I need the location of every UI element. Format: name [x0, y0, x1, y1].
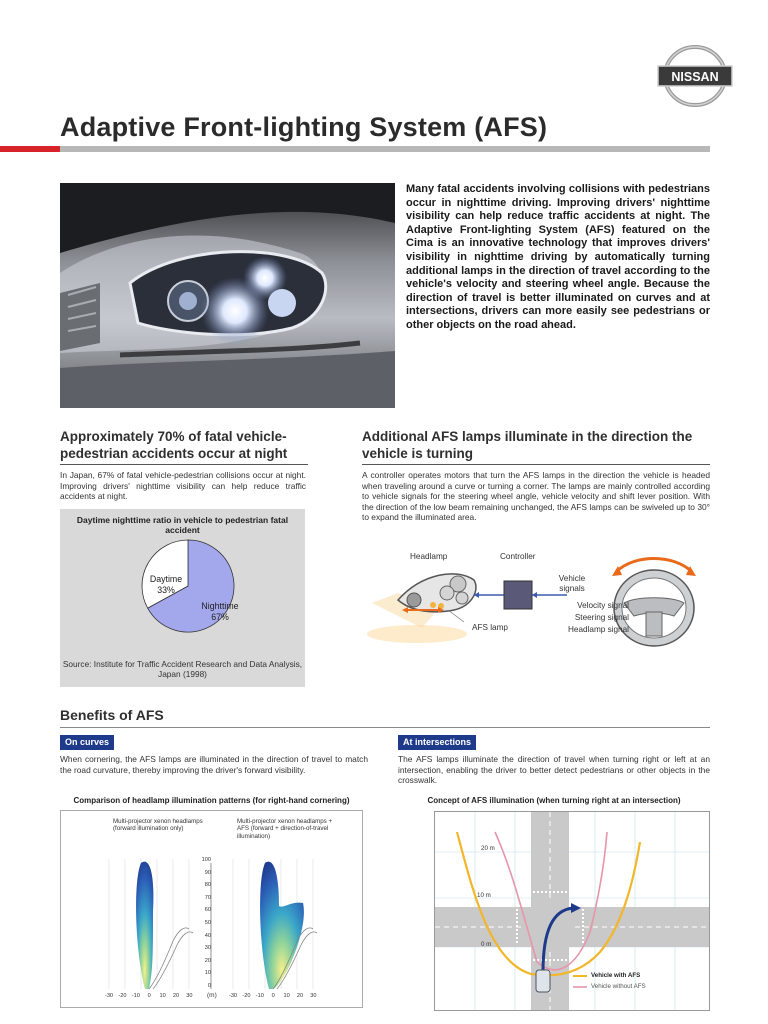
at-intersections-body: The AFS lamps illuminate the direction of travel when turning right or left at an intersection, enabling the driver to better detect pedestrians or other objects in the crosswalk. — [398, 754, 710, 786]
plot-y-tick: 100 — [201, 857, 211, 863]
plot-y-tick: 90 — [204, 869, 211, 876]
plot-x-tick: 10 — [283, 993, 290, 999]
on-curves-badge: On curves — [60, 735, 114, 750]
plot-x-tick: 20 — [172, 993, 180, 999]
diagram-label-headlamp-signal: Headlamp signal — [568, 625, 629, 634]
plot-x-tick: 30 — [186, 993, 193, 999]
plot-x-tick: 0 — [271, 993, 275, 999]
plot-y-tick: 80 — [204, 882, 211, 889]
plot-y-tick: 30 — [204, 945, 211, 952]
left-section-body: In Japan, 67% of fatal vehicle-pedestrian collisions occur at night. Improving drivers' nighttime visibility can help reduce traffic accidents at night. — [60, 470, 306, 502]
plot-y-tick: 70 — [204, 894, 211, 901]
pie-chart-panel — [60, 509, 305, 687]
pie-label-daytime — [146, 574, 186, 595]
diagram-label-steering: Steering signal — [574, 613, 629, 622]
legend-without-afs: Vehicle without AFS — [591, 983, 646, 990]
diagram-label-velocity: Velocity signal — [577, 601, 629, 610]
map-label-0m: 0 m — [481, 941, 492, 948]
plot-x-tick: 20 — [296, 993, 304, 999]
title-rule — [60, 146, 710, 152]
pie-title: Daytime nighttime ratio in vehicle to pedestrian fatal accident — [76, 515, 289, 535]
at-intersections-badge: At intersections — [398, 735, 476, 750]
intersection-graphics — [435, 812, 710, 1011]
plot-y-tick: 40 — [204, 932, 211, 939]
pie-label-daytime-name: Daytime — [149, 574, 183, 584]
right-section-heading: Additional AFS lamps illuminate in the direction the vehicle is turning — [362, 429, 693, 461]
pie-source: Source: Institute for Traffic Accident Research and Data Analysis, Japan (1998) — [62, 659, 303, 680]
pie-label-nighttime-name: Nighttime — [201, 601, 239, 611]
plot-x-tick: 30 — [310, 993, 317, 999]
pie-label-nighttime-value: 67% — [211, 611, 229, 622]
diagram-label-controller: Controller — [500, 552, 536, 561]
illumination-comparison-plot — [60, 810, 363, 1008]
page-title: Adaptive Front-lighting System (AFS) — [60, 112, 548, 142]
plot-x-tick: -20 — [242, 993, 251, 999]
plot-y-tick: 0 — [207, 983, 211, 989]
plot-y-tick: 60 — [204, 907, 211, 914]
right-section-rule — [362, 464, 710, 465]
headlamp-photo — [60, 183, 395, 408]
legend-with-afs: Vehicle with AFS — [591, 972, 641, 979]
map-label-20m: 20 m — [481, 845, 495, 852]
plot-x-tick: -30 — [104, 993, 114, 999]
curves-chart-caption: Comparison of headlamp illumination patterns (for right-hand cornering) — [73, 796, 350, 805]
diagram-label-headlamp: Headlamp — [410, 552, 448, 561]
plot-y-tick: 10 — [204, 970, 211, 977]
plot-note-right: Multi-projector xenon headlamps + AFS (forward + direction-of-travel illumination) — [237, 818, 333, 840]
benefits-rule — [60, 727, 710, 728]
plot-y-tick: 50 — [204, 920, 211, 926]
map-label-10m: 10 m — [477, 892, 491, 899]
nissan-logo — [656, 44, 734, 108]
pie-label-nighttime — [198, 601, 242, 622]
on-curves-body: When cornering, the AFS lamps are illuminated in the direction of travel to match the road curvature, thereby improving the driver's forward visibility. — [60, 754, 368, 775]
plot-unit: (m) — [207, 992, 217, 999]
logo-text: NISSAN — [671, 70, 719, 84]
pie-label-daytime-value: 33% — [157, 584, 175, 595]
intro-paragraph: Many fatal accidents involving collisions with pedestrians occur in nighttime driving. Improving drivers' nighttime visibility can help reduce traffic accidents at night. The Adaptive Front-lighting System (AFS) featured on the Cima is an innovative technology that improves drivers' visibility in nighttime driving by automatically turning additional lamps in the direction of travel according to the vehicle's velocity and steering wheel angle. Because the direction of travel is better illuminated on curves and at intersections, drivers can more easily see pedestrians or other objects on the road ahead. — [406, 183, 710, 331]
left-section-heading: Approximately 70% of fatal vehicle-pedestrian accidents occur at night — [60, 429, 288, 461]
title-accent-bar — [0, 146, 60, 152]
plot-y-tick: 20 — [204, 957, 211, 964]
diagram-label-vehicle-signals: Vehicle signals — [558, 574, 586, 593]
intersection-illustration — [434, 811, 710, 1011]
right-section-body: A controller operates motors that turn the AFS lamps in the direction the vehicle is headed when traveling around a curve or turning a corner. The lamps are mainly controlled according to vehicle signals for the steering wheel angle, vehicle velocity and shift lever position. With the direction of the low beam remaining unchanged, the AFS lamps can be swiveled up to 30° to expand the illuminated area. — [362, 470, 710, 523]
intersection-caption: Concept of AFS illumination (when turning right at an intersection) — [427, 796, 681, 805]
plot-x-tick: -10 — [255, 993, 264, 999]
diagram-label-afs-lamp: AFS lamp — [472, 623, 508, 632]
plot-x-tick: -10 — [131, 993, 140, 999]
plot-graphics — [61, 811, 362, 1007]
plot-x-tick: -20 — [118, 993, 127, 999]
plot-note-left: Multi-projector xenon headlamps (forward illumination only) — [113, 818, 203, 833]
left-section-rule — [60, 464, 308, 465]
afs-system-diagram — [362, 548, 712, 658]
benefits-heading: Benefits of AFS — [60, 707, 164, 723]
plot-x-tick: -30 — [228, 993, 238, 999]
plot-x-tick: 10 — [159, 993, 166, 999]
plot-x-tick: 0 — [147, 993, 151, 999]
